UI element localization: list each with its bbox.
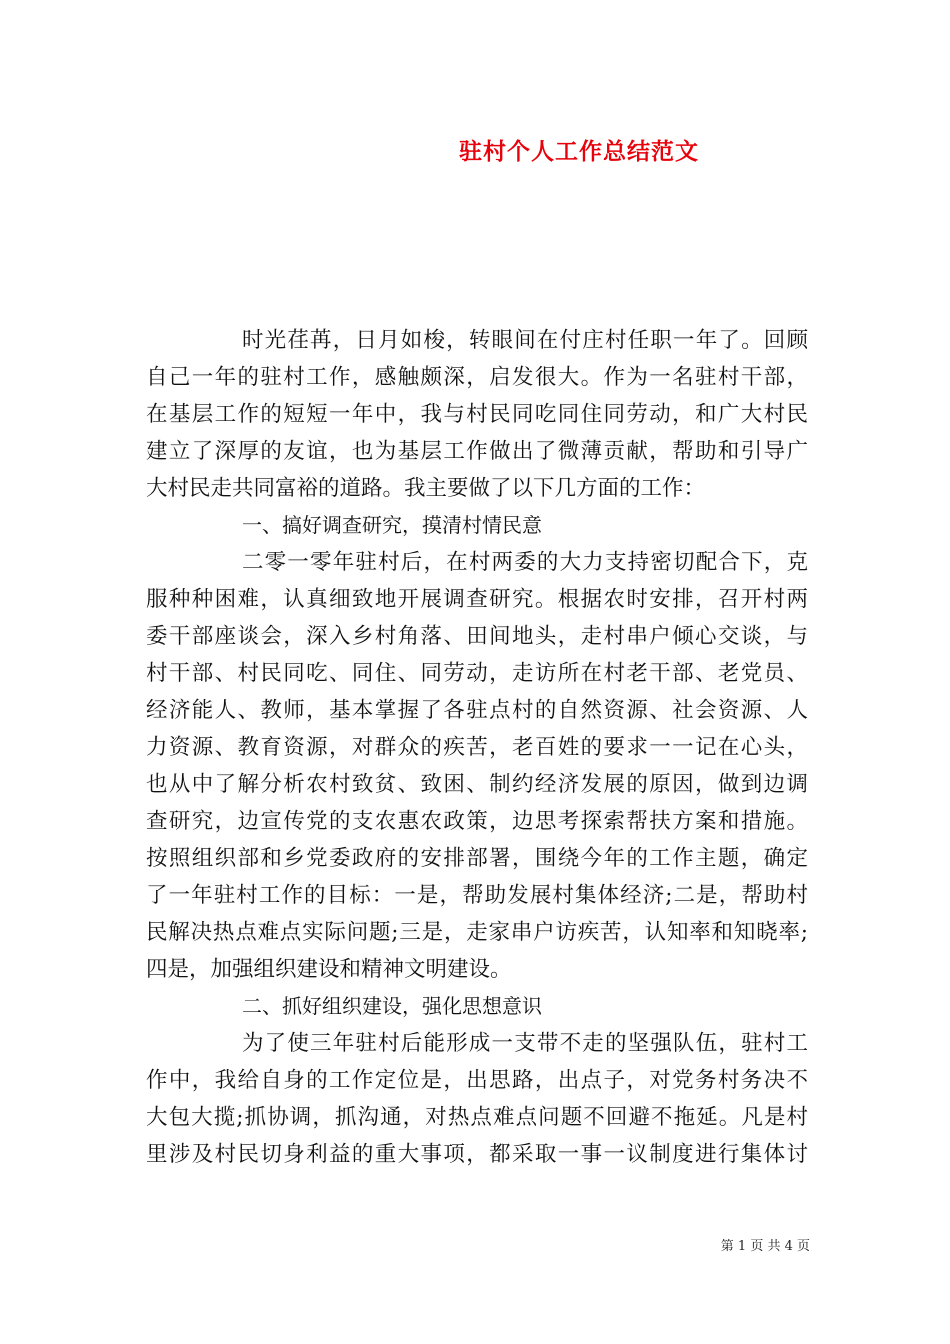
text-line: 时光荏苒，日月如梭，转眼间在付庄村任职一年了。回顾 <box>242 328 808 353</box>
section-heading: 一、搞好调查研究，摸清村情民意 <box>242 513 542 537</box>
text-line: 委干部座谈会，深入乡村角落、田间地头，走村串户倾心交谈，与 <box>146 624 808 649</box>
text-line: 自己一年的驻村工作，感触颇深，启发很大。作为一名驻村干部， <box>146 365 808 390</box>
text-line: 作中，我给自身的工作定位是，出思路，出点子，对党务村务决不 <box>146 1068 808 1093</box>
text-line: 按照组织部和乡党委政府的安排部署，围绕今年的工作主题，确定 <box>146 846 808 871</box>
text-line: 里涉及村民切身利益的重大事项，都采取一事一议制度进行集体讨 <box>146 1142 808 1167</box>
text-line: 建立了深厚的友谊，也为基层工作做出了微薄贡献，帮助和引导广 <box>146 439 808 464</box>
text-line: 村干部、村民同吃、同住、同劳动，走访所在村老干部、老党员、 <box>146 661 808 686</box>
text-line: 大包大揽;抓协调，抓沟通，对热点难点问题不回避不拖延。凡是村 <box>146 1105 808 1130</box>
text-line: 服种种困难，认真细致地开展调查研究。根据农时安排，召开村两 <box>146 587 808 612</box>
text-line: 四是，加强组织建设和精神文明建设。 <box>146 957 512 982</box>
document-body <box>146 322 808 1173</box>
page-footer: 第 1 页 共 4 页 <box>720 1239 810 1254</box>
page-title: 驻村个人工作总结范文 <box>459 138 699 165</box>
text-line: 经济能人、教师，基本掌握了各驻点村的自然资源、社会资源、人 <box>146 698 808 723</box>
text-line: 查研究，边宣传党的支农惠农政策，边思考探索帮扶方案和措施。 <box>146 809 808 834</box>
text-line: 在基层工作的短短一年中，我与村民同吃同住同劳动，和广大村民 <box>146 402 808 427</box>
text-line: 大村民走共同富裕的道路。我主要做了以下几方面的工作： <box>146 476 706 501</box>
text-line: 为了使三年驻村后能形成一支带不走的坚强队伍，驻村工 <box>242 1031 808 1056</box>
section-heading: 二、抓好组织建设，强化思想意识 <box>242 994 542 1018</box>
text-line: 二零一零年驻村后，在村两委的大力支持密切配合下，克 <box>242 550 808 575</box>
text-line: 力资源、教育资源，对群众的疾苦，老百姓的要求一一记在心头， <box>146 735 808 760</box>
text-line: 也从中了解分析农村致贫、致困、制约经济发展的原因，做到边调 <box>146 772 808 797</box>
text-line: 民解决热点难点实际问题;三是，走家串户访疾苦，认知率和知晓率; <box>146 920 808 945</box>
text-line: 了一年驻村工作的目标：一是，帮助发展村集体经济;二是，帮助村 <box>146 883 808 908</box>
